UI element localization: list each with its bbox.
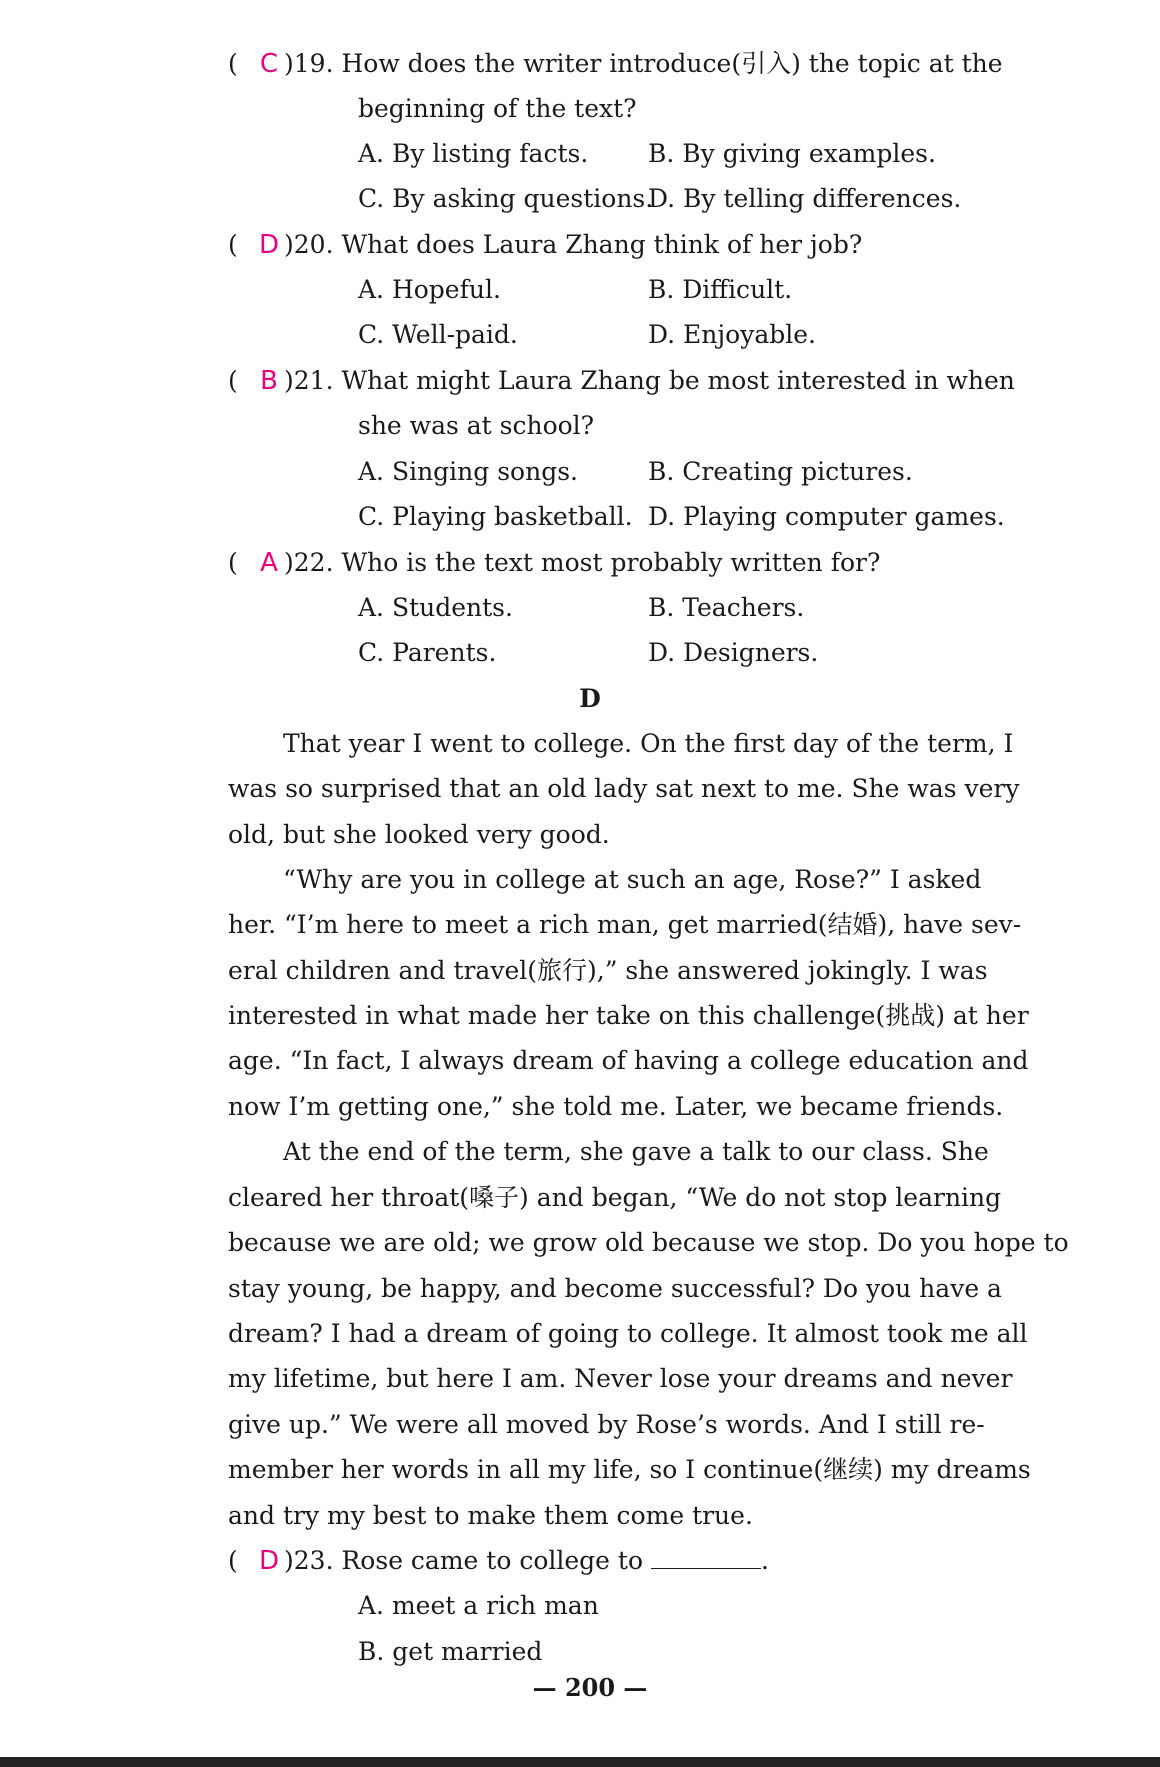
passage-line: stay young, be happy, and become successful? Do you have a [228,1274,1002,1303]
passage-line: eral children and travel(旅行),” she answered jokingly. I was [228,956,988,985]
passage-line: “Why are you in college at such an age, Rose?” I asked [283,865,982,894]
option-b: B. Teachers. [648,593,805,622]
passage-line: That year I went to college. On the first day of the term, I [283,729,1014,758]
answer-mark: B [260,366,278,396]
option-a: A. Singing songs. [358,457,578,486]
passage-line: At the end of the term, she gave a talk to our class. She [283,1137,989,1166]
passage-line: and try my best to make them come true. [228,1501,753,1530]
passage-line: give up.” We were all moved by Rose’s words. And I still re- [228,1410,985,1439]
page-number: — 200 — [532,1673,648,1702]
question-stem: What might Laura Zhang be most interested in when [341,366,1015,395]
passage-line: age. “In fact, I always dream of having a college education and [228,1046,1029,1075]
question-number: 23. [293,1546,334,1575]
passage-line: now I’m getting one,” she told me. Later, we became friends. [228,1092,1004,1121]
option-d: D. Designers. [648,638,819,667]
question-stem-continued: she was at school? [358,411,595,440]
question-number: 19. [293,49,334,78]
question-stem-continued: beginning of the text? [358,94,637,123]
answer-mark: D [258,1546,280,1576]
option-c: C. Well-paid. [358,320,518,349]
question-stem: How does the writer introduce(引入) the topic at the [341,49,1003,78]
answer-mark: C [259,49,279,79]
passage-line: her. “I’m here to meet a rich man, get married(结婚), have sev- [228,910,1022,939]
question-stem: Who is the text most probably written for? [341,548,881,577]
option-d: D. Enjoyable. [648,320,816,349]
question-23: ( D )23. Rose came to college to . [228,1538,953,1584]
option-b: B. By giving examples. [648,139,936,168]
option-c: C. Parents. [358,638,497,667]
option-c: C. By asking questions. [358,184,654,213]
passage-line: member her words in all my life, so I continue(继续) my dreams [228,1455,1031,1484]
passage-line: cleared her throat(嗓子) and began, “We do not stop learning [228,1183,1002,1212]
answer-blank [651,1544,761,1569]
option-c: C. Playing basketball. [358,502,633,531]
option-d: D. Playing computer games. [648,502,1005,531]
passage-line: interested in what made her take on this challenge(挑战) at her [228,1001,1029,1030]
option-a: A. Students. [358,593,513,622]
question-stem: Rose came to college to [341,1546,644,1575]
passage-line: because we are old; we grow old because we stop. Do you hope to [228,1228,1069,1257]
question-22: ( A )22. Who is the text most probably written for? [228,540,953,586]
option-b: B. Difficult. [648,275,793,304]
passage-line: old, but she looked very good. [228,820,610,849]
question-number: 20. [293,230,334,259]
option-a: A. By listing facts. [358,139,589,168]
option-a: A. meet a rich man [358,1591,599,1620]
stem-period: . [760,1546,769,1575]
question-21: ( B )21. What might Laura Zhang be most interested in when [228,358,953,404]
section-title: D [579,684,601,713]
passage-line: dream? I had a dream of going to college. It almost took me all [228,1319,1028,1348]
option-b: B. Creating pictures. [648,457,913,486]
answer-mark: D [258,230,280,260]
question-stem: What does Laura Zhang think of her job? [341,230,863,259]
passage-line: my lifetime, but here I am. Never lose your dreams and never [228,1364,1013,1393]
question-number: 21. [293,366,334,395]
passage-line: was so surprised that an old lady sat next to me. She was very [228,774,1020,803]
option-d: D. By telling differences. [648,184,962,213]
option-b: B. get married [358,1637,543,1666]
question-19: ( C )19. How does the writer introduce(引入) the topic at the [228,41,953,87]
bottom-edge-bar [0,1757,1160,1767]
question-20: ( D )20. What does Laura Zhang think of her job? [228,222,953,268]
answer-mark: A [260,548,278,578]
option-a: A. Hopeful. [358,275,501,304]
question-number: 22. [293,548,334,577]
